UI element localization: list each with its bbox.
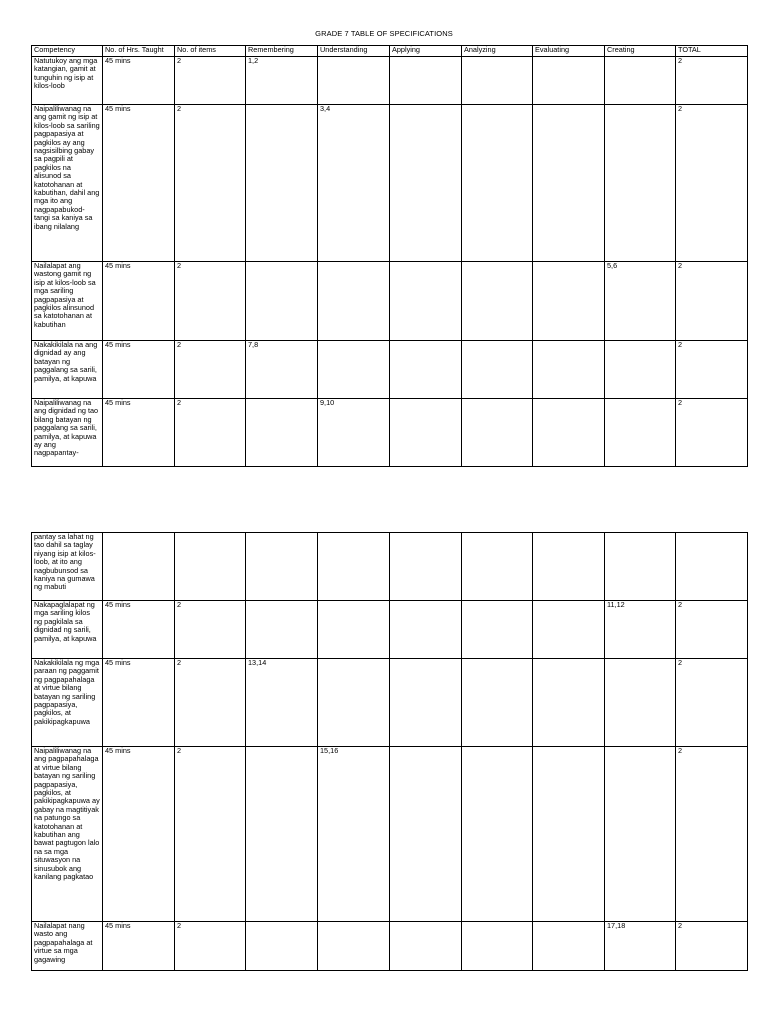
competency-cell: Naipaliliwanag na ang gamit ng isip at kilos-loob sa sariling pagpapasiya at pagkilos ay ang nagsisilbing gabay sa pagpili at pagkilos na alisunod sa katotohanan at kabutihan, dahil ang mga ito ang nagpapabukod-tangi sa kaniya sa ibang nilalang: [32, 105, 103, 262]
competency-cell: Naipaliliwanag na ang dignidad ng tao bilang batayan ng paggalang sa sarili, pamilya, at kapuwa ay ang nagpapantay-: [32, 399, 103, 467]
applying-cell: [390, 341, 462, 399]
hours-cell: 45 mins: [103, 105, 175, 262]
table-row: [32, 341, 748, 399]
competency-cell: Nakakikilala na ang dignidad ay ang batayan ng paggalang sa sarili, pamilya, at kapuwa: [32, 341, 103, 399]
creating-cell: [605, 57, 676, 105]
items-cell: 2: [175, 105, 246, 262]
analyzing-cell: [462, 922, 533, 971]
items-cell: 2: [175, 747, 246, 922]
hours-cell: [103, 533, 175, 601]
items-cell: 2: [175, 262, 246, 341]
table-row: [32, 57, 748, 105]
header-evaluating: Evaluating: [533, 46, 605, 57]
table-row: [32, 747, 748, 922]
evaluating-cell: [533, 659, 605, 747]
header-understanding: Understanding: [318, 46, 390, 57]
table-header-row: [32, 46, 748, 57]
header-competency: Competency: [32, 46, 103, 57]
understanding-cell: 3,4: [318, 105, 390, 262]
header-no-of-items: No. of items: [175, 46, 246, 57]
competency-cell: Natutukoy ang mga katangian, gamit at tunguhin ng isip at kilos-loob: [32, 57, 103, 105]
table-row: [32, 601, 748, 659]
analyzing-cell: [462, 341, 533, 399]
header-remembering: Remembering: [246, 46, 318, 57]
header-hours-taught: No. of Hrs. Taught: [103, 46, 175, 57]
understanding-cell: [318, 262, 390, 341]
competency-cell: Nailalapat nang wasto ang pagpapahalaga at virtue sa mga gagawing: [32, 922, 103, 971]
applying-cell: [390, 922, 462, 971]
table-row: [32, 399, 748, 467]
hours-cell: 45 mins: [103, 922, 175, 971]
analyzing-cell: [462, 659, 533, 747]
evaluating-cell: [533, 105, 605, 262]
remembering-cell: 13,14: [246, 659, 318, 747]
analyzing-cell: [462, 262, 533, 341]
items-cell: 2: [175, 399, 246, 467]
analyzing-cell: [462, 105, 533, 262]
creating-cell: [605, 105, 676, 262]
understanding-cell: [318, 659, 390, 747]
remembering-cell: 7,8: [246, 341, 318, 399]
total-cell: 2: [676, 105, 748, 262]
specifications-table-page2: [31, 532, 748, 971]
table-row: [32, 659, 748, 747]
creating-cell: [605, 747, 676, 922]
analyzing-cell: [462, 747, 533, 922]
remembering-cell: [246, 922, 318, 971]
evaluating-cell: [533, 399, 605, 467]
applying-cell: [390, 57, 462, 105]
remembering-cell: [246, 262, 318, 341]
remembering-cell: [246, 105, 318, 262]
total-cell: 2: [676, 659, 748, 747]
evaluating-cell: [533, 533, 605, 601]
header-creating: Creating: [605, 46, 676, 57]
remembering-cell: [246, 399, 318, 467]
remembering-cell: [246, 747, 318, 922]
analyzing-cell: [462, 601, 533, 659]
remembering-cell: 1,2: [246, 57, 318, 105]
applying-cell: [390, 262, 462, 341]
analyzing-cell: [462, 399, 533, 467]
applying-cell: [390, 601, 462, 659]
applying-cell: [390, 399, 462, 467]
remembering-cell: [246, 533, 318, 601]
items-cell: 2: [175, 659, 246, 747]
total-cell: 2: [676, 57, 748, 105]
header-analyzing: Analyzing: [462, 46, 533, 57]
items-cell: [175, 533, 246, 601]
evaluating-cell: [533, 341, 605, 399]
total-cell: 2: [676, 922, 748, 971]
remembering-cell: [246, 601, 318, 659]
table-row: [32, 922, 748, 971]
hours-cell: 45 mins: [103, 262, 175, 341]
applying-cell: [390, 105, 462, 262]
table-row: [32, 105, 748, 262]
evaluating-cell: [533, 747, 605, 922]
understanding-cell: [318, 533, 390, 601]
creating-cell: 17,18: [605, 922, 676, 971]
analyzing-cell: [462, 57, 533, 105]
total-cell: [676, 533, 748, 601]
evaluating-cell: [533, 601, 605, 659]
hours-cell: 45 mins: [103, 747, 175, 922]
total-cell: 2: [676, 341, 748, 399]
competency-cell: pantay sa lahat ng tao dahil sa taglay niyang isip at kilos-loob, at ito ang nagbubunsod sa kaniya na gumawa ng mabuti: [32, 533, 103, 601]
total-cell: 2: [676, 601, 748, 659]
understanding-cell: [318, 341, 390, 399]
table-row: [32, 262, 748, 341]
hours-cell: 45 mins: [103, 601, 175, 659]
table-row: [32, 533, 748, 601]
analyzing-cell: [462, 533, 533, 601]
creating-cell: 11,12: [605, 601, 676, 659]
creating-cell: [605, 399, 676, 467]
specifications-table-page1: [31, 45, 748, 467]
document-title: GRADE 7 TABLE OF SPECIFICATIONS: [315, 29, 453, 38]
items-cell: 2: [175, 601, 246, 659]
competency-cell: Nailalapat ang wastong gamit ng isip at kilos-loob sa mga sariling pagpapasiya at pagkilos alinsunod sa katotohanan at kabutihan: [32, 262, 103, 341]
header-total: TOTAL: [676, 46, 748, 57]
items-cell: 2: [175, 341, 246, 399]
competency-cell: Naipaliliwanag na ang pagpapahalaga at virtue bilang batayan ng sariling pagpapasiya, pagkilos, at pakikipagkapuwa ay gabay na magtitiyak na patungo sa katotohanan at kabutihan ang bawat pagtugon lalo na sa mga situwasyon na sinusubok ang kanilang pagkatao: [32, 747, 103, 922]
understanding-cell: [318, 601, 390, 659]
applying-cell: [390, 533, 462, 601]
competency-cell: Nakakikilala ng mga paraan ng paggamit ng pagpapahalaga at virtue bilang batayan ng sariling pagpapasiya, pagkilos, at pakikipagkapuwa: [32, 659, 103, 747]
competency-cell: Nakapaglalapat ng mga sariling kilos ng pagkilala sa dignidad ng sarili, pamilya, at kapuwa: [32, 601, 103, 659]
total-cell: 2: [676, 747, 748, 922]
evaluating-cell: [533, 922, 605, 971]
items-cell: 2: [175, 922, 246, 971]
hours-cell: 45 mins: [103, 399, 175, 467]
understanding-cell: 15,16: [318, 747, 390, 922]
items-cell: 2: [175, 57, 246, 105]
creating-cell: [605, 533, 676, 601]
total-cell: 2: [676, 399, 748, 467]
evaluating-cell: [533, 262, 605, 341]
creating-cell: 5,6: [605, 262, 676, 341]
hours-cell: 45 mins: [103, 659, 175, 747]
applying-cell: [390, 747, 462, 922]
creating-cell: [605, 659, 676, 747]
applying-cell: [390, 659, 462, 747]
hours-cell: 45 mins: [103, 57, 175, 105]
creating-cell: [605, 341, 676, 399]
understanding-cell: [318, 922, 390, 971]
total-cell: 2: [676, 262, 748, 341]
understanding-cell: [318, 57, 390, 105]
evaluating-cell: [533, 57, 605, 105]
hours-cell: 45 mins: [103, 341, 175, 399]
header-applying: Applying: [390, 46, 462, 57]
understanding-cell: 9,10: [318, 399, 390, 467]
